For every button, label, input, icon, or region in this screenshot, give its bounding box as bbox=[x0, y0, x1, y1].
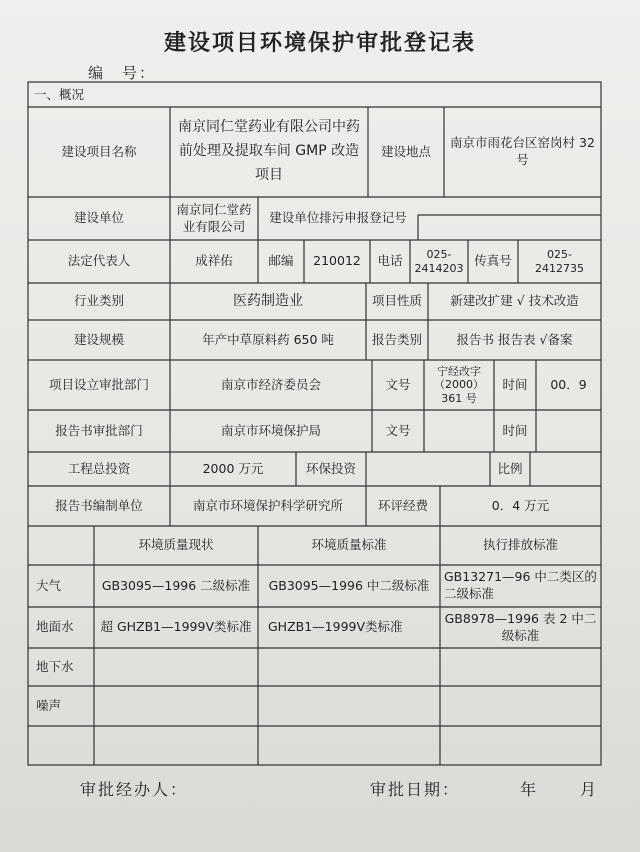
env-row-status: 超 GHZB1—1999Ⅴ类标准 bbox=[100, 619, 252, 635]
doc-no-value: 宁经改字（2000）361 号 bbox=[434, 365, 484, 405]
eia-fee-value: 0．4 万元 bbox=[491, 497, 550, 513]
compiler-label: 报告书编制单位 bbox=[55, 497, 143, 513]
total-invest-label: 工程总投资 bbox=[67, 460, 131, 476]
project-name-label: 建设项目名称 bbox=[61, 143, 137, 159]
section-title: 一、概况 bbox=[34, 86, 85, 102]
compiler-value: 南京市环境保护科学研究所 bbox=[192, 497, 343, 513]
fax-label: 传真号 bbox=[474, 253, 512, 269]
env-row-standard: GB3095—1996 中二级标准 bbox=[268, 577, 430, 593]
scale-label: 建设规模 bbox=[73, 331, 124, 347]
form-title: 建设项目环境保护审批登记表 bbox=[163, 31, 476, 56]
env-row-emission: GB13271—96 中二类区的二级标准 bbox=[444, 569, 597, 601]
date-label: 审批日期： bbox=[370, 780, 461, 799]
site-value: 南京市雨花台区窑岗村 32 号 bbox=[450, 135, 595, 167]
site-label: 建设地点 bbox=[380, 143, 431, 159]
env-row-label: 地面水 bbox=[36, 619, 74, 635]
env-header-status: 环境质量现状 bbox=[138, 537, 214, 553]
report-dept-label: 报告书审批部门 bbox=[55, 422, 143, 438]
env-header-emission: 执行排放标准 bbox=[482, 537, 558, 553]
unit-value: 南京同仁堂药业有限公司 bbox=[176, 201, 252, 234]
month-label: 月 bbox=[580, 780, 599, 799]
project-nature-value: 新建改扩建 √ 技术改造 bbox=[450, 293, 579, 309]
fax-value: 025-2412735 bbox=[535, 248, 584, 275]
handler-label: 审批经办人： bbox=[80, 780, 189, 799]
time-label: 时间 bbox=[502, 376, 528, 392]
env-row-label: 大气 bbox=[36, 577, 62, 593]
report-time-label: 时间 bbox=[502, 422, 528, 438]
env-row-status: GB3095—1996 二级标准 bbox=[101, 577, 251, 593]
doc-no-label: 文号 bbox=[385, 376, 411, 392]
report-type-value: 报告书 报告表 √备案 bbox=[456, 331, 573, 347]
scale-value: 年产中草原料药 650 吨 bbox=[202, 331, 334, 347]
postcode-label: 邮编 bbox=[268, 253, 294, 269]
time-value: 00．9 bbox=[550, 376, 587, 392]
project-name-value: 南京同仁堂药业有限公司中药前处理及提取车间 GMP 改造项目 bbox=[178, 119, 360, 183]
discharge-no-value bbox=[418, 215, 601, 240]
report-type-label: 报告类别 bbox=[371, 331, 422, 347]
total-invest-value: 2000 万元 bbox=[202, 460, 264, 476]
eia-fee-label: 环评经费 bbox=[377, 497, 428, 513]
industry-label: 行业类别 bbox=[73, 293, 124, 309]
project-nature-label: 项目性质 bbox=[371, 293, 422, 309]
serial-label: 编 号： bbox=[88, 64, 157, 82]
unit-label: 建设单位 bbox=[73, 210, 124, 226]
industry-value: 医药制造业 bbox=[233, 293, 303, 310]
phone-label: 电话 bbox=[377, 253, 403, 269]
discharge-no-label: 建设单位排污申报登记号 bbox=[269, 210, 407, 226]
env-row-label: 地下水 bbox=[36, 658, 74, 674]
env-invest-label: 环保投资 bbox=[305, 460, 356, 476]
year-label: 年 bbox=[520, 780, 539, 799]
legal-rep-value: 成祥佑 bbox=[195, 253, 233, 269]
report-doc-no-label: 文号 bbox=[385, 422, 411, 438]
ratio-label: 比例 bbox=[497, 460, 523, 476]
approval-dept-value: 南京市经济委员会 bbox=[220, 376, 321, 392]
approval-dept-label: 项目设立审批部门 bbox=[48, 376, 149, 392]
phone-value: 025-2414203 bbox=[414, 248, 464, 275]
env-header-standard: 环境质量标准 bbox=[311, 537, 387, 553]
legal-rep-label: 法定代表人 bbox=[67, 253, 131, 269]
report-dept-value: 南京市环境保护局 bbox=[220, 422, 321, 438]
postcode-value: 210012 bbox=[313, 253, 361, 269]
env-row-emission: GB8978—1996 表 2 中二级标准 bbox=[444, 610, 597, 643]
env-row-standard: GHZB1—1999Ⅴ类标准 bbox=[268, 619, 403, 635]
env-row-label: 噪声 bbox=[36, 697, 62, 713]
